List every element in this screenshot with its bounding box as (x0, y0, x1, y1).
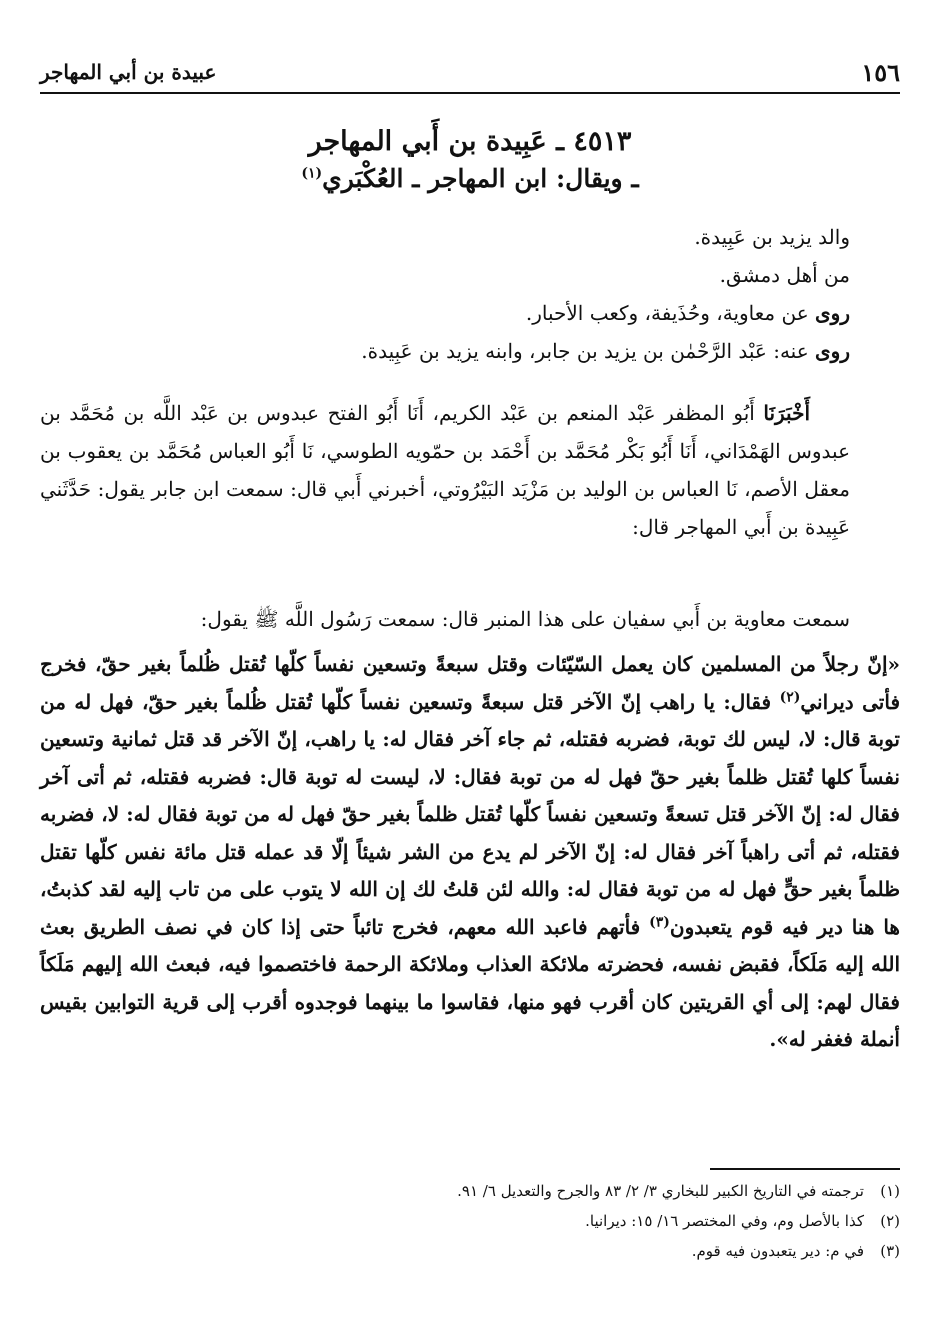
running-header (40, 52, 900, 94)
footnote-item (40, 1176, 900, 1206)
page-number: ١٥٦ (861, 58, 900, 87)
footnote-ref-2: (٢) (779, 688, 801, 705)
entry-title: ٤٥١٣ ـ عَبِيدة بن أَبي المهاجر (308, 126, 632, 157)
footnote-text: في م: دير يتعبدون فيه قوم. (691, 1242, 864, 1260)
footnote-number: (٢) (880, 1212, 900, 1230)
footnote-text: ترجمته في التاريخ الكبير للبخاري ٣/ ٢/ ٨٣ والجرح والتعديل ٦/ ٩١. (457, 1182, 864, 1200)
entry-subtitle-text: ـ ويقال: ابن المهاجر ـ العُكْبَري (322, 164, 639, 193)
footnote-item (40, 1206, 900, 1236)
isnad-label: أَخْبَرَنَا (763, 401, 810, 425)
entry-subtitle (0, 162, 940, 196)
hadith-part-3: فأتهم فاعبد الله معهم، فخرج تائباً حتى إذا كان في نصف الطريق بعث الله إليه مَلَكاً، فقبض نفسه، فحضرته ملائكة العذاب وملائكة الرحمة فاختصموا فيه، فبعث الله إليهم مَلَكاً فقال لهم: إلى أي القريتين كان أقرب فهو منها، فقاسوا ما بينهما فوجدوه أقرب إلى قرية التوابين بقيس أنملة فغفر له». (40, 914, 900, 1051)
footnote-divider (710, 1168, 900, 1170)
isnad-paragraph (40, 394, 850, 546)
hadith-text (40, 646, 900, 1059)
biography-lines (40, 218, 850, 370)
footnote-text: كذا بالأصل وم، وفي المختصر ١٦/ ١٥: ديرانيا. (585, 1212, 864, 1230)
footnote-ref-1: (١) (301, 165, 323, 182)
footnote-number: (٣) (880, 1242, 900, 1260)
footnote-ref-3: (٣) (649, 913, 670, 930)
origin-line: من أهل دمشق. (719, 263, 850, 287)
narrated-from-text: عن معاوية، وحُذَيفة، وكعب الأحبار. (525, 301, 809, 325)
footnotes (40, 1176, 900, 1266)
narrated-by-label: روى (815, 339, 850, 363)
isnad-text: أَبُو المظفر عَبْد المنعم بن عَبْد الكريم، أَنَا أَبُو الفتح عبدوس بن عَبْد اللَّه بن مُحَمَّد بن عبدوس الهَمْدَاني، أَنَا أَبُو بَكْر مُحَمَّد بن أَحْمَد بن حمّويه الطوسي، نَا أَبُو العباس مُحَمَّد بن يعقوب بن معقل الأصم، نَا العباس بن الوليد بن مَزْيَد البَيْرُوتي، أخبرني أَبي قال: سمعت ابن جابر يقول: حَدَّثَني عَبِيدة بن أَبي المهاجر قال: (40, 401, 851, 539)
isnad-chain (40, 394, 850, 546)
hadith-part-2: فقال: يا راهب إنّ الآخر قتل سبعةً وتسعين نفساً كلّها تُقتل ظُلماً بغير حقّ، فهل له من توبة قال: لا، ليس لك توبة، فضربه فقتله، ثم جاء آخر فقال له: يا راهب، إنّ الآخر قد قتل ثمانية وتسعين نفساً كلها تُقتل ظلماً بغير حقّ فهل له من توبة فقال: لا، ليست له توبة قال: فضربه فقتله، ثم أتى آخر فقال له: إنّ الآخر قتل تسعةً وتسعين نفساً كلّها تُقتل ظلماً بغير حقّ فهل له من توبة فقال له: لا، فضربه فقتله، ثم أتى راهباً آخر فقال له: إنّ الآخر لم يدع من الشر شيئاً إلّا قد عمله قتل مائة نفس كلّها تقتل ظلماً بغير حقٍّ فهل له من توبة فقال له: والله لئن قلتُ لك إن الله لا يتوب على من تاب إليه لقد كذبتُ، ها هنا دير فيه قوم يتعبدون (40, 689, 900, 939)
narrated-by-text: عنه: عَبْد الرَّحْمٰن بن يزيد بن جابر، وابنه يزيد بن عَبِيدة. (361, 339, 809, 363)
quote-intro: سمعت معاوية بن أَبي سفيان على هذا المنبر قال: سمعت رَسُول اللَّه ﷺ يقول: (200, 607, 850, 631)
footnote-item (40, 1236, 900, 1266)
running-title: عبيدة بن أبي المهاجر (40, 60, 217, 84)
hadith-part-1: «إنّ رجلاً من المسلمين كان يعمل السّيّئات وقتل سبعةً وتسعين نفساً كلّها تُقتل ظُلماً بغير حقّ، فخرج فأتى ديراني (40, 652, 901, 714)
narrated-by-line (40, 332, 850, 370)
footnote-number: (١) (880, 1182, 900, 1200)
narrated-from-line (40, 294, 850, 332)
father-line: والد يزيد بن عَبِيدة. (694, 225, 850, 249)
narrated-from-label: روى (815, 301, 850, 325)
